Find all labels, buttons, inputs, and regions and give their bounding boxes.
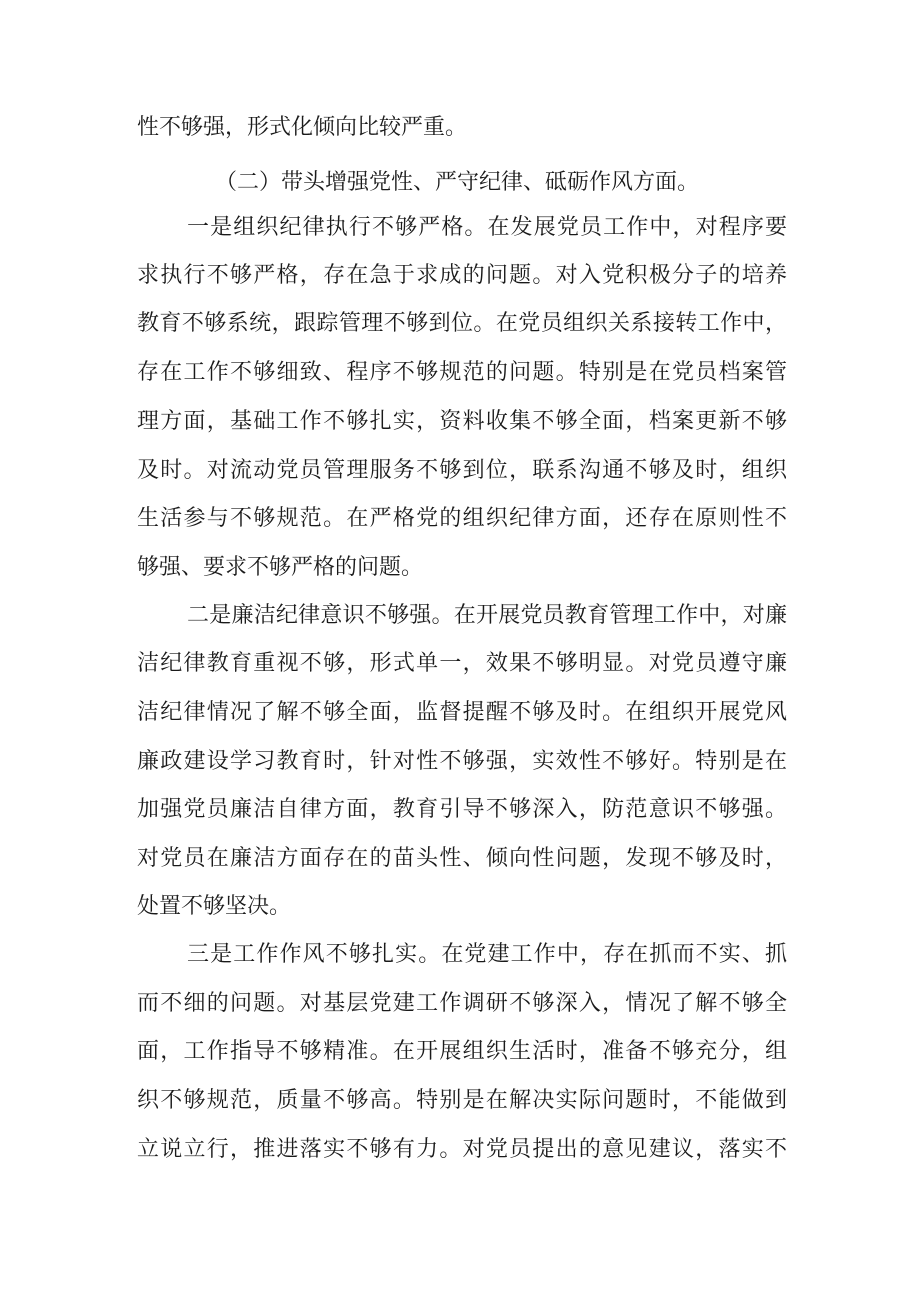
section-heading: （二）带头增强党性、严守纪律、砥砺作风方面。 <box>215 170 700 195</box>
text-line: 生活参与不够规范。在严格党的组织纪律方面，还存在原则性不 <box>137 506 787 531</box>
text-line: 织不够规范，质量不够高。特别是在解决实际问题时，不能做到 <box>137 1088 787 1113</box>
text-line: 性不够强，形式化倾向比较严重。 <box>137 115 468 140</box>
text-line: 教育不够系统，跟踪管理不够到位。在党员组织关系接转工作中， <box>137 311 787 336</box>
text-line: 洁纪律教育重视不够，形式单一，效果不够明显。对党员遵守廉 <box>137 651 787 676</box>
text-line: 够强、要求不够严格的问题。 <box>137 555 424 580</box>
text-line: 理方面，基础工作不够扎实，资料收集不够全面，档案更新不够 <box>137 409 787 434</box>
text-line: 加强党员廉洁自律方面，教育引导不够深入，防范意识不够强。 <box>137 797 787 822</box>
text-line: 二是廉洁纪律意识不够强。在开展党员教育管理工作中，对廉 <box>187 603 787 628</box>
text-line: 面，工作指导不够精准。在开展组织生活时，准备不够充分，组 <box>137 1039 787 1064</box>
text-line: 洁纪律情况了解不够全面，监督提醒不够及时。在组织开展党风 <box>137 700 787 725</box>
text-line: 而不细的问题。对基层党建工作调研不够深入，情况了解不够全 <box>137 991 787 1016</box>
text-line: 存在工作不够细致、程序不够规范的问题。特别是在党员档案管 <box>137 360 787 385</box>
text-line: 处置不够坚决。 <box>137 894 292 919</box>
text-line: 立说立行，推进落实不够有力。对党员提出的意见建议，落实不 <box>137 1137 787 1162</box>
text-line: 及时。对流动党员管理服务不够到位，联系沟通不够及时，组织 <box>137 458 787 483</box>
text-line: 对党员在廉洁方面存在的苗头性、倾向性问题，发现不够及时， <box>137 846 787 871</box>
text-line: 一是组织纪律执行不够严格。在发展党员工作中，对程序要 <box>187 215 787 240</box>
text-line: 廉政建设学习教育时，针对性不够强，实效性不够好。特别是在 <box>137 749 787 774</box>
text-line: 求执行不够严格，存在急于求成的问题。对入党积极分子的培养 <box>137 263 787 288</box>
text-line: 三是工作作风不够扎实。在党建工作中，存在抓而不实、抓 <box>187 942 787 967</box>
